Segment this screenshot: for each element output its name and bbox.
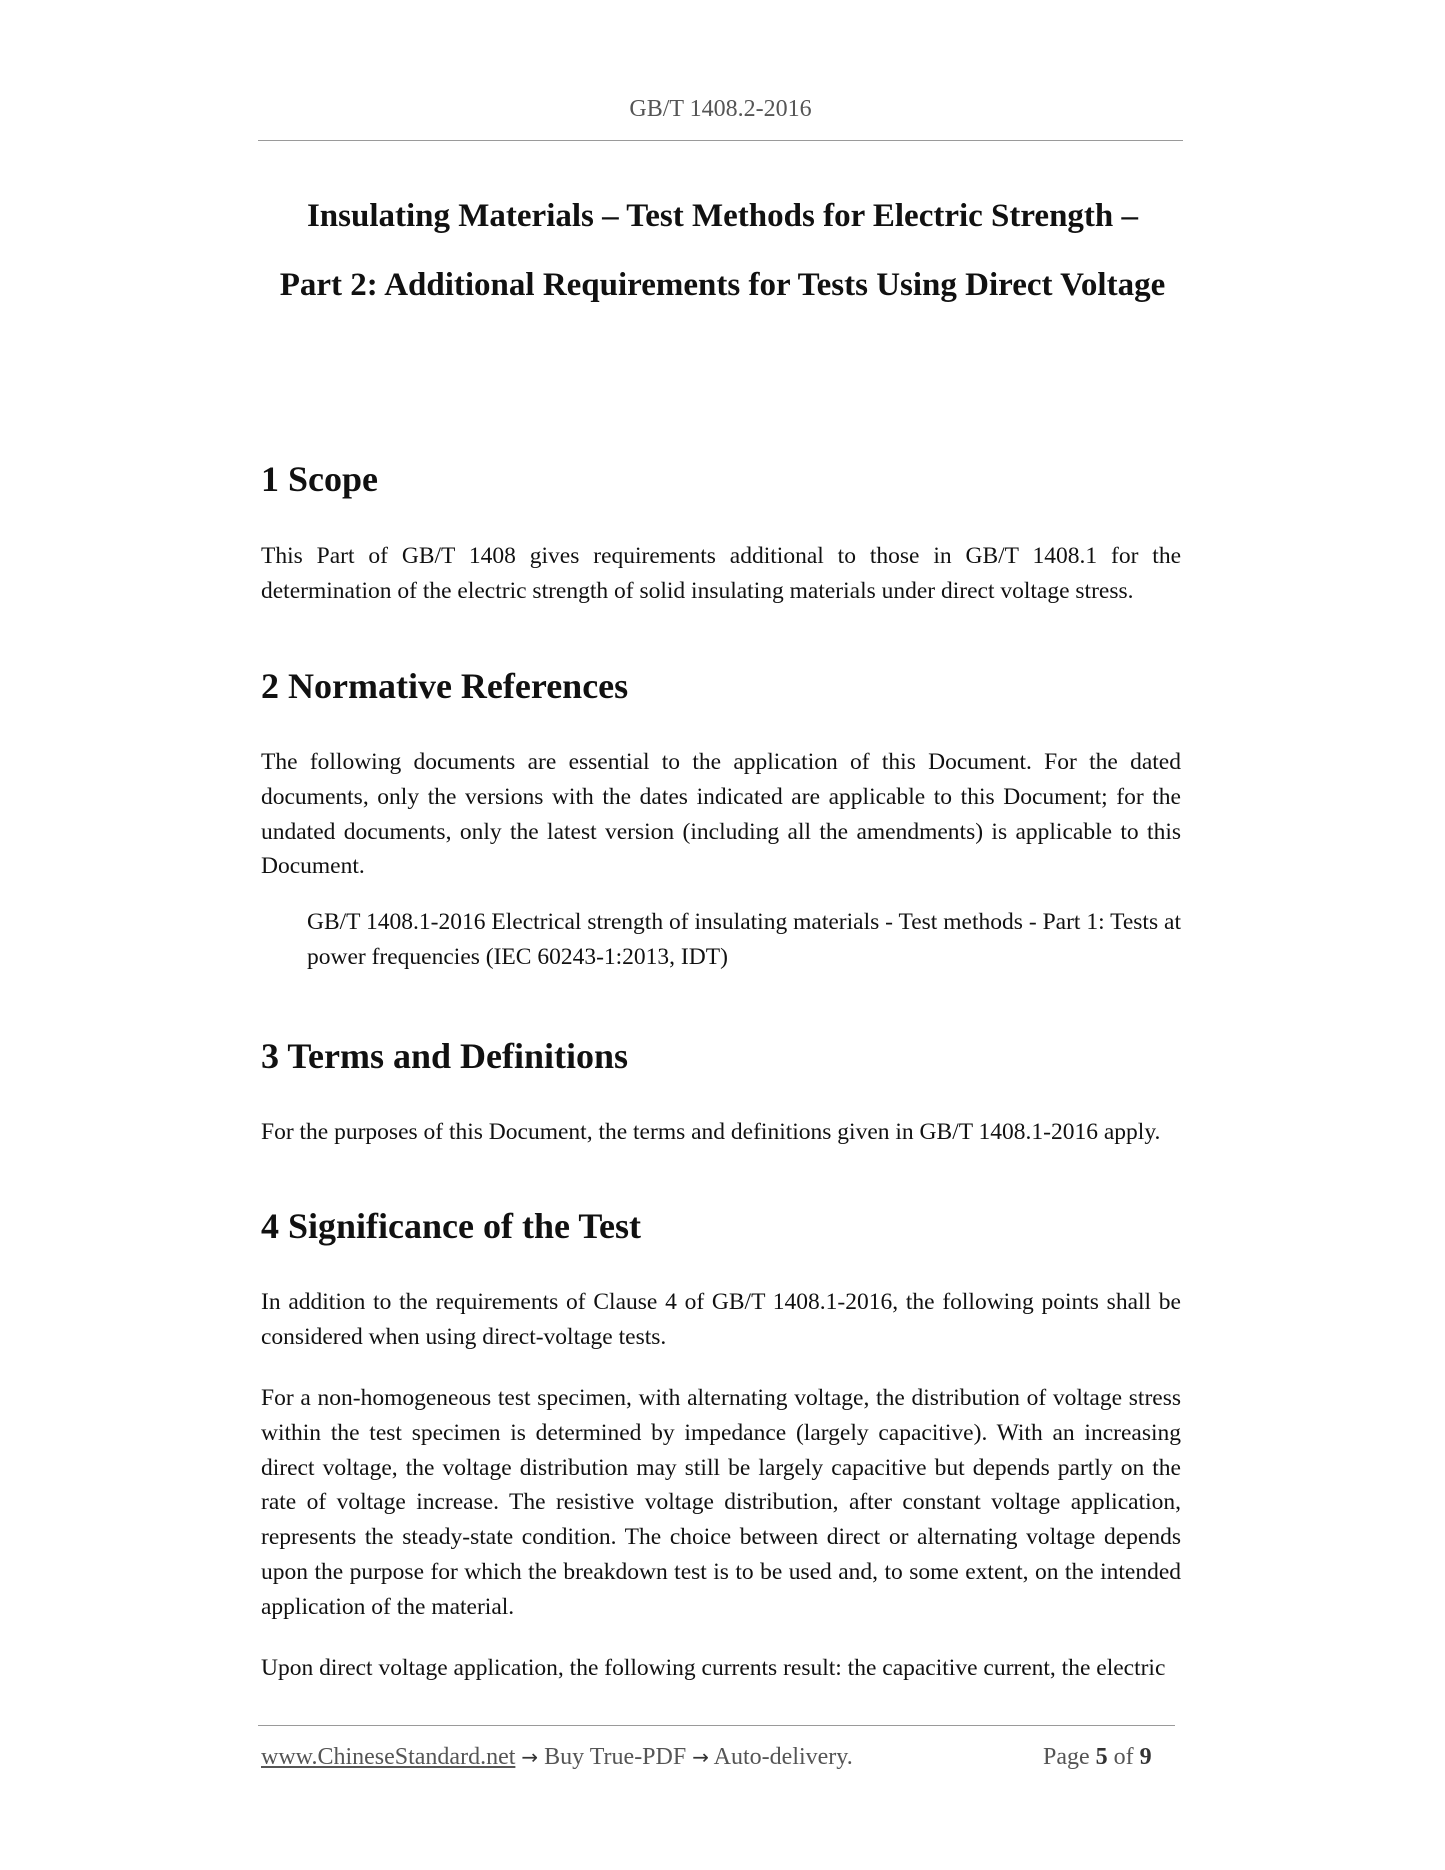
document-title-line-2: Part 2: Additional Requirements for Tests Using Direct Voltage xyxy=(279,267,1166,303)
arrow-right-icon: → xyxy=(521,1745,539,1769)
section-heading-significance: 4 Significance of the Test xyxy=(261,1206,642,1246)
page-label: Page xyxy=(1043,1744,1090,1770)
significance-paragraph-1: In addition to the requirements of Clause 4 of GB/T 1408.1-2016, the following points shall be considered when using direct-voltage tests. xyxy=(261,1289,1181,1350)
arrow-right-icon: → xyxy=(692,1745,709,1769)
auto-delivery-text: Auto-delivery. xyxy=(713,1744,853,1770)
section-heading-scope: 1 Scope xyxy=(261,459,378,499)
of-label: of xyxy=(1113,1744,1134,1770)
page-current: 5 xyxy=(1095,1744,1108,1770)
page-total: 9 xyxy=(1139,1744,1152,1770)
significance-paragraph-2: For a non-homogeneous test specimen, with alternating voltage, the distribution of voltage stress within the test specimen is determined by impedance (largely capacitive). With an increasing direct voltage, the voltage distribution may still be largely capacitive but depends partly on the rate of voltage increase. The resistive voltage distribution, after constant voltage application, represents the steady-state condition. The choice between direct or alternating voltage depends upon the purpose for which the breakdown test is to be used and, to some extent, on the intended application of the material. xyxy=(261,1385,1181,1620)
normative-references-paragraph: The following documents are essential to the application of this Document. For the dated documents, only the versions with the dates indicated are applicable to this Document; for the undated documents, only the latest version (including all the amendments) is applicable to this Document. xyxy=(261,749,1181,880)
significance-paragraph-3: Upon direct voltage application, the following currents result: the capacitive current, the electric xyxy=(261,1655,1166,1681)
footer-rule xyxy=(258,1725,1175,1726)
terms-paragraph: For the purposes of this Document, the terms and definitions given in GB/T 1408.1-2016 apply. xyxy=(261,1119,1161,1145)
reference-entry: GB/T 1408.1-2016 Electrical strength of insulating materials - Test methods - Part 1: Tests at power frequencies (IEC 60243-1:2013, IDT) xyxy=(307,909,1181,970)
page-indicator xyxy=(1043,1744,1152,1771)
running-header: GB/T 1408.2-2016 xyxy=(629,96,812,122)
document-title-line-1: Insulating Materials – Test Methods for Electric Strength – xyxy=(306,198,1139,234)
website-link[interactable]: www.ChineseStandard.net xyxy=(261,1744,516,1770)
buy-pdf-text: Buy True-PDF xyxy=(544,1744,687,1770)
footer-promo xyxy=(261,1744,853,1771)
section-heading-normative-references: 2 Normative References xyxy=(261,666,629,706)
header-rule xyxy=(258,140,1183,141)
scope-paragraph: This Part of GB/T 1408 gives requirements additional to those in GB/T 1408.1 for the determination of the electric strength of solid insulating materials under direct voltage stress. xyxy=(261,543,1181,604)
section-heading-terms-definitions: 3 Terms and Definitions xyxy=(261,1036,629,1076)
